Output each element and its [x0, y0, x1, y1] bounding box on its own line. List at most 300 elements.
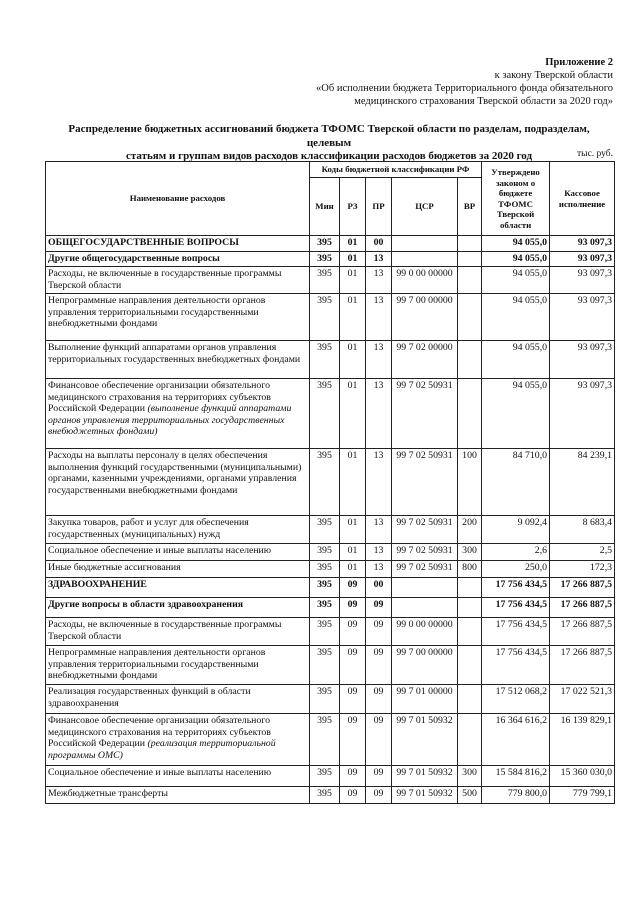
- cell-min-text: 395: [317, 788, 332, 799]
- budget-table-body: [46, 236, 615, 804]
- cell-approved-text: 15 584 816,2: [495, 767, 548, 778]
- cell-min: [310, 544, 340, 561]
- cell-cash: [550, 449, 615, 516]
- cell-name: [46, 544, 310, 561]
- table-row: [46, 646, 615, 685]
- cell-approved-text: 9 092,4: [517, 517, 548, 528]
- cell-pr: [366, 252, 392, 267]
- cell-approved-text: 94 055,0: [512, 295, 548, 306]
- cell-vr: [458, 341, 482, 379]
- cell-cash-text: 93 097,3: [577, 342, 613, 353]
- table-row: [46, 578, 615, 598]
- cell-rz: [340, 267, 366, 294]
- cell-pr-text: 09: [373, 767, 384, 778]
- cell-min: [310, 516, 340, 544]
- cell-min: [310, 267, 340, 294]
- cell-pr-text: 13: [373, 380, 384, 391]
- cell-cash-text: 15 360 030,0: [560, 767, 613, 778]
- cell-name-text: ОБЩЕГОСУДАРСТВЕННЫЕ ВОПРОСЫ: [48, 237, 239, 248]
- cell-rz: [340, 252, 366, 267]
- cell-name: [46, 267, 310, 294]
- cell-approved-text: 2,6: [534, 545, 548, 556]
- cell-approved-text: 17 756 434,5: [495, 599, 548, 610]
- cell-name-text: Социальное обеспечение и иные выплаты населению: [48, 545, 272, 556]
- cell-cash-text: 16 139 829,1: [560, 715, 613, 726]
- cell-cash: [550, 598, 615, 618]
- cell-csr: [392, 544, 458, 561]
- table-row: [46, 714, 615, 766]
- cell-vr: [458, 766, 482, 787]
- cell-csr: [392, 646, 458, 685]
- cell-name-text: Межбюджетные трансферты: [48, 788, 168, 799]
- cell-csr: [392, 267, 458, 294]
- cell-rz-text: 01: [347, 450, 358, 461]
- cell-vr: [458, 578, 482, 598]
- appendix-line: к закону Тверской области: [494, 70, 613, 81]
- cell-approved-text: 94 055,0: [512, 380, 548, 391]
- cell-cash: [550, 714, 615, 766]
- cell-approved-text: 779 800,0: [507, 788, 548, 799]
- cell-min-text: 395: [317, 517, 332, 528]
- cell-approved: [482, 267, 550, 294]
- unit-label: тыс. руб.: [577, 149, 613, 159]
- appendix-line: медицинского страхования Тверской области за 2020 год»: [354, 96, 613, 107]
- cell-pr: [366, 766, 392, 787]
- cell-approved-text: 84 710,0: [512, 450, 548, 461]
- cell-approved-text: 250,0: [525, 562, 548, 573]
- cell-rz-text: 09: [347, 788, 358, 799]
- cell-pr-text: 09: [373, 788, 384, 799]
- document-title-line: статьям и группам видов расходов классификации расходов бюджетов за 2020 год: [125, 150, 533, 162]
- cell-approved-text: 17 512 068,2: [495, 686, 548, 697]
- cell-vr-text: 300: [462, 545, 477, 556]
- cell-approved-text: 16 364 616,2: [495, 715, 548, 726]
- cell-rz-text: 09: [347, 715, 358, 726]
- cell-approved-text: 17 756 434,5: [495, 647, 548, 658]
- cell-cash: [550, 544, 615, 561]
- table-row: [46, 236, 615, 252]
- cell-name: [46, 714, 310, 766]
- cell-approved: [482, 561, 550, 578]
- cell-approved: [482, 714, 550, 766]
- cell-cash: [550, 561, 615, 578]
- cell-name: [46, 236, 310, 252]
- cell-approved: [482, 516, 550, 544]
- cell-pr: [366, 787, 392, 804]
- cell-min: [310, 379, 340, 449]
- cell-name-text: Реализация государственных функций в области здравоохранения: [48, 686, 251, 709]
- cell-pr: [366, 516, 392, 544]
- cell-csr-text: 99 0 00 00000: [396, 619, 453, 630]
- cell-name: [46, 646, 310, 685]
- cell-cash: [550, 516, 615, 544]
- cell-rz-text: 01: [347, 237, 358, 248]
- cell-min-text: 395: [317, 599, 332, 610]
- cell-min-text: 395: [317, 579, 332, 590]
- cell-rz: [340, 646, 366, 685]
- appendix-title: Приложение 2: [545, 57, 613, 68]
- cell-cash-text: 172,3: [590, 562, 613, 573]
- cell-cash: [550, 578, 615, 598]
- cell-min: [310, 714, 340, 766]
- cell-vr: [458, 561, 482, 578]
- cell-min-text: 395: [317, 237, 332, 248]
- cell-approved: [482, 252, 550, 267]
- cell-cash-text: 8 683,4: [582, 517, 613, 528]
- cell-csr: [392, 236, 458, 252]
- cell-rz-text: 01: [347, 268, 358, 279]
- cell-csr-text: 99 7 02 50931: [396, 517, 453, 528]
- cell-cash-text: 17 266 887,5: [560, 599, 613, 610]
- cell-rz-text: 01: [347, 380, 358, 391]
- cell-approved: [482, 544, 550, 561]
- header-codes-group: Коды бюджетной классификации РФ: [310, 162, 482, 178]
- cell-approved: [482, 236, 550, 252]
- cell-cash-text: 17 266 887,5: [560, 619, 613, 630]
- cell-csr: [392, 294, 458, 341]
- table-row: [46, 516, 615, 544]
- cell-name-text: Расходы на выплаты персоналу в целях обеспечения выполнения функций государственными (муниципальными) органами, казенными учреждениями, органами управления государственными внебюджетными фондами: [48, 450, 302, 496]
- cell-vr: [458, 787, 482, 804]
- cell-rz: [340, 294, 366, 341]
- cell-pr-text: 13: [373, 268, 384, 279]
- cell-pr: [366, 449, 392, 516]
- cell-name-note: (выполнение функций аппаратами органов управления территориальных государственных внебюджетных фондами): [48, 403, 292, 437]
- cell-rz: [340, 598, 366, 618]
- cell-pr-text: 00: [373, 237, 384, 248]
- cell-min-text: 395: [317, 545, 332, 556]
- cell-vr-text: 200: [462, 517, 477, 528]
- cell-cash-text: 93 097,3: [577, 268, 613, 279]
- cell-pr: [366, 341, 392, 379]
- cell-min-text: 395: [317, 562, 332, 573]
- cell-name: [46, 516, 310, 544]
- cell-rz-text: 01: [347, 253, 358, 264]
- cell-cash: [550, 766, 615, 787]
- cell-cash: [550, 341, 615, 379]
- cell-name: [46, 379, 310, 449]
- cell-min-text: 395: [317, 767, 332, 778]
- cell-pr: [366, 561, 392, 578]
- cell-rz: [340, 787, 366, 804]
- cell-approved: [482, 618, 550, 646]
- cell-csr: [392, 618, 458, 646]
- cell-csr-text: 99 7 02 50931: [396, 562, 453, 573]
- cell-rz-text: 01: [347, 342, 358, 353]
- cell-vr: [458, 598, 482, 618]
- budget-table: [45, 161, 615, 804]
- table-row: [46, 561, 615, 578]
- cell-pr: [366, 714, 392, 766]
- cell-cash: [550, 379, 615, 449]
- header-cash: Кассовое исполнение: [550, 162, 615, 236]
- cell-csr: [392, 578, 458, 598]
- cell-rz: [340, 618, 366, 646]
- cell-min-text: 395: [317, 380, 332, 391]
- cell-cash-text: 17 266 887,5: [560, 647, 613, 658]
- cell-vr: [458, 294, 482, 341]
- header-name: Наименование расходов: [46, 162, 310, 236]
- cell-pr: [366, 646, 392, 685]
- cell-pr: [366, 379, 392, 449]
- cell-cash-text: 93 097,3: [577, 237, 613, 248]
- cell-min: [310, 598, 340, 618]
- cell-min-text: 395: [317, 450, 332, 461]
- cell-approved: [482, 341, 550, 379]
- cell-name: [46, 252, 310, 267]
- cell-min: [310, 766, 340, 787]
- cell-rz-text: 09: [347, 599, 358, 610]
- document-title-line: Распределение бюджетных ассигнований бюджета ТФОМС Тверской области по разделам, подразделам, целевым: [68, 123, 590, 149]
- cell-rz: [340, 449, 366, 516]
- cell-cash: [550, 646, 615, 685]
- cell-name: [46, 449, 310, 516]
- cell-min: [310, 646, 340, 685]
- cell-rz: [340, 516, 366, 544]
- cell-cash: [550, 236, 615, 252]
- header-csr: ЦСР: [392, 178, 458, 236]
- cell-rz-text: 01: [347, 295, 358, 306]
- table-row: [46, 685, 615, 714]
- cell-csr: [392, 766, 458, 787]
- cell-approved-text: 94 055,0: [512, 237, 548, 248]
- table-row: [46, 787, 615, 804]
- table-row: [46, 544, 615, 561]
- cell-csr-text: 99 7 02 00000: [396, 342, 453, 353]
- cell-pr: [366, 598, 392, 618]
- cell-pr-text: 09: [373, 619, 384, 630]
- cell-cash: [550, 267, 615, 294]
- cell-csr-text: 99 7 02 50931: [396, 450, 453, 461]
- cell-cash: [550, 294, 615, 341]
- cell-csr-text: 99 7 00 00000: [396, 647, 453, 658]
- cell-min-text: 395: [317, 619, 332, 630]
- cell-min: [310, 294, 340, 341]
- table-row: [46, 294, 615, 341]
- cell-approved: [482, 685, 550, 714]
- cell-min: [310, 578, 340, 598]
- cell-name-text: Иные бюджетные ассигнования: [48, 562, 181, 573]
- cell-approved-text: 17 756 434,5: [495, 579, 548, 590]
- header-vr: ВР: [458, 178, 482, 236]
- cell-cash-text: 93 097,3: [577, 380, 613, 391]
- cell-rz: [340, 561, 366, 578]
- cell-csr: [392, 379, 458, 449]
- cell-vr: [458, 618, 482, 646]
- cell-vr: [458, 544, 482, 561]
- cell-rz-text: 09: [347, 767, 358, 778]
- cell-name: [46, 294, 310, 341]
- cell-pr: [366, 236, 392, 252]
- cell-min: [310, 449, 340, 516]
- document-title: [45, 123, 613, 164]
- header-pr: ПР: [366, 178, 392, 236]
- cell-min: [310, 236, 340, 252]
- cell-rz: [340, 714, 366, 766]
- cell-csr: [392, 598, 458, 618]
- cell-cash-text: 2,5: [599, 545, 613, 556]
- cell-csr: [392, 341, 458, 379]
- cell-csr: [392, 561, 458, 578]
- cell-cash: [550, 685, 615, 714]
- cell-name: [46, 787, 310, 804]
- cell-name-text: Финансовое обеспечение организации обязательного медицинского страхования на территориях субъектов Российской Федерации: [48, 715, 271, 749]
- cell-name-text: Другие общегосударственные вопросы: [48, 253, 220, 264]
- cell-rz: [340, 236, 366, 252]
- cell-cash-text: 779 799,1: [572, 788, 613, 799]
- cell-name-text: Социальное обеспечение и иные выплаты населению: [48, 767, 272, 778]
- cell-pr-text: 13: [373, 295, 384, 306]
- cell-vr: [458, 236, 482, 252]
- cell-csr-text: 99 7 00 00000: [396, 295, 453, 306]
- cell-csr-text: 99 0 00 00000: [396, 268, 453, 279]
- cell-name-text: Другие вопросы в области здравоохранения: [48, 599, 244, 610]
- table-row: [46, 449, 615, 516]
- cell-name-text: Непрограммные направления деятельности органов управления территориальными государственными внебюджетными фондами: [48, 647, 266, 681]
- cell-name: [46, 685, 310, 714]
- cell-csr-text: 99 7 01 00000: [396, 686, 453, 697]
- cell-rz-text: 09: [347, 647, 358, 658]
- cell-vr-text: 500: [462, 788, 477, 799]
- cell-name-text: Расходы, не включенные в государственные программы Тверской области: [48, 619, 282, 642]
- cell-cash: [550, 618, 615, 646]
- cell-rz: [340, 685, 366, 714]
- cell-approved: [482, 787, 550, 804]
- cell-min: [310, 618, 340, 646]
- appendix-line: «Об исполнении бюджета Территориального фонда обязательного: [316, 83, 613, 94]
- cell-min-text: 395: [317, 295, 332, 306]
- cell-name-text: Непрограммные направления деятельности органов управления территориальными государственными внебюджетными фондами: [48, 295, 266, 329]
- cell-pr: [366, 267, 392, 294]
- cell-approved-text: 17 756 434,5: [495, 619, 548, 630]
- table-row: [46, 252, 615, 267]
- cell-approved: [482, 766, 550, 787]
- table-row: [46, 379, 615, 449]
- cell-approved-text: 94 055,0: [512, 253, 548, 264]
- cell-csr-text: 99 7 02 50931: [396, 380, 453, 391]
- cell-min: [310, 561, 340, 578]
- cell-min-text: 395: [317, 253, 332, 264]
- cell-pr-text: 13: [373, 545, 384, 556]
- cell-pr-text: 09: [373, 599, 384, 610]
- cell-approved: [482, 578, 550, 598]
- cell-vr: [458, 379, 482, 449]
- cell-pr-text: 09: [373, 647, 384, 658]
- cell-name: [46, 618, 310, 646]
- cell-approved: [482, 379, 550, 449]
- cell-cash-text: 17 266 887,5: [560, 579, 613, 590]
- cell-cash-text: 17 022 521,3: [560, 686, 613, 697]
- cell-rz: [340, 766, 366, 787]
- cell-pr-text: 13: [373, 450, 384, 461]
- cell-rz: [340, 578, 366, 598]
- cell-rz-text: 01: [347, 545, 358, 556]
- cell-min: [310, 787, 340, 804]
- cell-pr: [366, 618, 392, 646]
- cell-vr-text: 800: [462, 562, 477, 573]
- header-approved: Утверждено законом о бюджете ТФОМС Тверской области: [482, 162, 550, 236]
- cell-name-text: Закупка товаров, работ и услуг для обеспечения государственных (муниципальных) нужд: [48, 517, 249, 540]
- cell-name-text: Выполнение функций аппаратами органов управления территориальных государственных внебюджетных фондами: [48, 342, 301, 365]
- header-rz: РЗ: [340, 178, 366, 236]
- cell-pr: [366, 578, 392, 598]
- cell-name: [46, 578, 310, 598]
- cell-name: [46, 341, 310, 379]
- cell-pr-text: 13: [373, 562, 384, 573]
- cell-vr: [458, 516, 482, 544]
- cell-min-text: 395: [317, 268, 332, 279]
- cell-rz-text: 09: [347, 686, 358, 697]
- cell-approved-text: 94 055,0: [512, 268, 548, 279]
- cell-csr-text: 99 7 01 50932: [396, 767, 453, 778]
- table-row: [46, 341, 615, 379]
- cell-min-text: 395: [317, 647, 332, 658]
- cell-cash-text: 93 097,3: [577, 253, 613, 264]
- cell-pr-text: 13: [373, 342, 384, 353]
- cell-pr-text: 13: [373, 253, 384, 264]
- cell-rz-text: 01: [347, 562, 358, 573]
- appendix-block: [316, 56, 613, 108]
- cell-min-text: 395: [317, 715, 332, 726]
- cell-csr: [392, 516, 458, 544]
- cell-min: [310, 341, 340, 379]
- cell-min-text: 395: [317, 342, 332, 353]
- cell-min: [310, 252, 340, 267]
- cell-rz: [340, 341, 366, 379]
- cell-approved: [482, 449, 550, 516]
- cell-name-text: ЗДРАВООХРАНЕНИЕ: [48, 579, 147, 590]
- cell-pr-text: 09: [373, 686, 384, 697]
- cell-cash-text: 93 097,3: [577, 295, 613, 306]
- cell-pr-text: 00: [373, 579, 384, 590]
- cell-pr-text: 09: [373, 715, 384, 726]
- cell-pr: [366, 544, 392, 561]
- cell-pr: [366, 685, 392, 714]
- cell-vr: [458, 685, 482, 714]
- cell-cash: [550, 252, 615, 267]
- cell-approved: [482, 598, 550, 618]
- cell-approved: [482, 294, 550, 341]
- cell-name: [46, 561, 310, 578]
- cell-csr-text: 99 7 01 50932: [396, 715, 453, 726]
- cell-csr-text: 99 7 01 50932: [396, 788, 453, 799]
- cell-csr: [392, 449, 458, 516]
- table-row: [46, 766, 615, 787]
- cell-csr: [392, 714, 458, 766]
- cell-csr: [392, 787, 458, 804]
- cell-cash-text: 84 239,1: [577, 450, 613, 461]
- cell-csr-text: 99 7 02 50931: [396, 545, 453, 556]
- cell-csr: [392, 252, 458, 267]
- cell-name-note: (реализация территориальной программы ОМС): [48, 738, 276, 761]
- cell-name-text: Финансовое обеспечение организации обязательного медицинского страхования на территориях субъектов Российской Федерации: [48, 380, 271, 414]
- cell-approved-text: 94 055,0: [512, 342, 548, 353]
- cell-vr: [458, 449, 482, 516]
- cell-pr: [366, 294, 392, 341]
- cell-vr: [458, 267, 482, 294]
- cell-vr: [458, 646, 482, 685]
- table-row: [46, 267, 615, 294]
- cell-rz: [340, 379, 366, 449]
- cell-vr-text: 300: [462, 767, 477, 778]
- cell-cash: [550, 787, 615, 804]
- cell-rz-text: 09: [347, 619, 358, 630]
- table-row: [46, 618, 615, 646]
- cell-vr: [458, 714, 482, 766]
- cell-name-text: Расходы, не включенные в государственные программы Тверской области: [48, 268, 282, 291]
- table-row: [46, 598, 615, 618]
- cell-vr-text: 100: [462, 450, 477, 461]
